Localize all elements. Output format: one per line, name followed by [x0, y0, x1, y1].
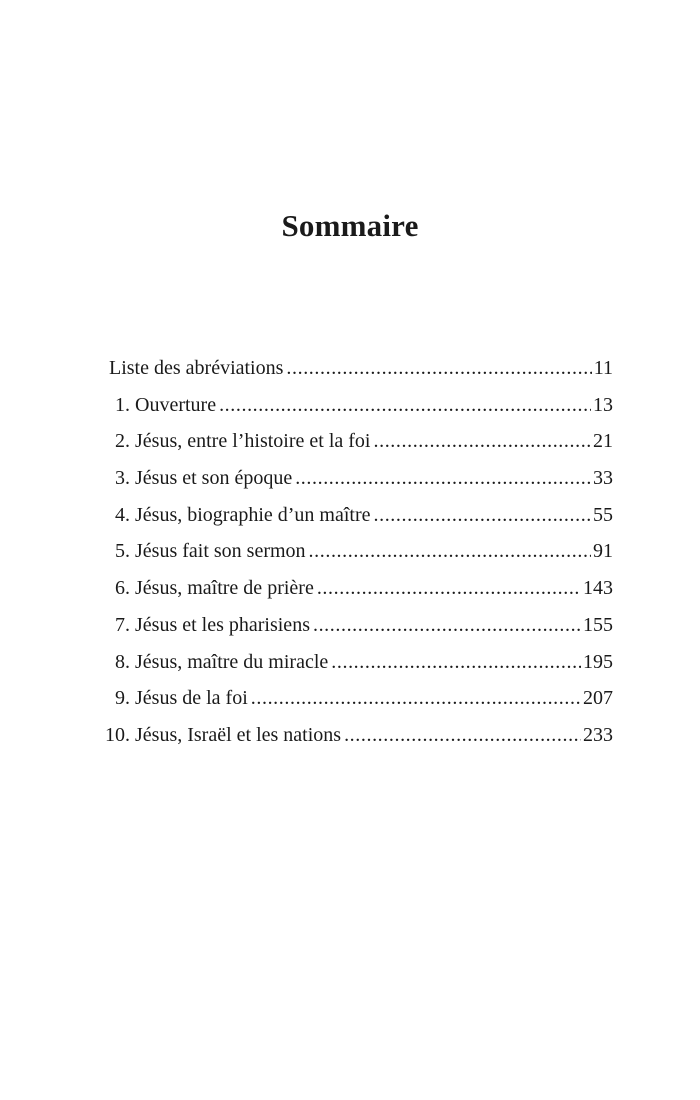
- toc-entry-page: 155: [583, 613, 613, 636]
- toc-entry-title: Jésus, Israël et les nations: [135, 723, 342, 746]
- toc-entry-page: 33: [593, 467, 613, 490]
- toc-entry-title: Ouverture: [135, 393, 217, 416]
- toc-dot-leader: [331, 644, 581, 681]
- toc-entry[interactable]: [100, 350, 613, 387]
- toc-dot-leader: [309, 533, 591, 570]
- toc-entry[interactable]: [100, 533, 613, 570]
- toc-entry[interactable]: [100, 570, 613, 607]
- toc-entry-number: 8.: [115, 650, 130, 673]
- toc-dot-leader: [286, 350, 591, 387]
- toc-dot-leader: [251, 680, 581, 717]
- toc-entry[interactable]: [100, 607, 613, 644]
- toc-entry-page: 233: [583, 723, 613, 746]
- table-of-contents: [100, 350, 613, 754]
- toc-entry[interactable]: [100, 680, 613, 717]
- toc-entry-title: Jésus, entre l’histoire et la foi: [135, 430, 371, 453]
- toc-entry-page: 13: [593, 393, 613, 416]
- toc-entry-title: Jésus et les pharisiens: [135, 613, 310, 636]
- toc-entry[interactable]: [100, 387, 613, 424]
- toc-entry-page: 207: [583, 687, 613, 710]
- toc-entry[interactable]: [100, 497, 613, 534]
- toc-entry-page: 91: [593, 540, 613, 563]
- toc-entry-number: 4.: [115, 503, 130, 526]
- toc-entry-title: Jésus, biographie d’un maître: [135, 503, 371, 526]
- toc-entry-number: 3.: [115, 467, 130, 490]
- toc-entry-number: 7.: [115, 613, 130, 636]
- toc-dot-leader: [295, 460, 591, 497]
- toc-dot-leader: [344, 717, 581, 754]
- toc-entry-number: 5.: [115, 540, 130, 563]
- toc-dot-leader: [374, 423, 592, 460]
- toc-entry-page: 143: [583, 577, 613, 600]
- toc-entry-title: Jésus fait son sermon: [135, 540, 306, 563]
- toc-entry-page: 21: [593, 430, 613, 453]
- toc-dot-leader: [313, 607, 581, 644]
- toc-entry[interactable]: [100, 460, 613, 497]
- toc-entry-number: 6.: [115, 577, 130, 600]
- toc-entry-page: 55: [593, 503, 613, 526]
- toc-entry-title: Jésus, maître du miracle: [135, 650, 329, 673]
- toc-entry-page: 11: [593, 357, 613, 379]
- toc-entry-number: 9.: [115, 687, 130, 710]
- toc-dot-leader: [219, 387, 591, 424]
- page-title: Sommaire: [281, 208, 419, 243]
- toc-dot-leader: [374, 497, 592, 534]
- toc-entry-title: Jésus, maître de prière: [135, 577, 314, 600]
- toc-entry-title: Jésus et son époque: [135, 467, 293, 490]
- toc-entry[interactable]: [100, 717, 613, 754]
- toc-dot-leader: [317, 570, 581, 607]
- toc-entry-number: 1.: [115, 393, 130, 416]
- toc-entry-page: 195: [583, 650, 613, 673]
- toc-entry[interactable]: [100, 423, 613, 460]
- toc-entry-title: Liste des abréviations: [109, 357, 284, 379]
- toc-entry-number: 2.: [115, 430, 130, 453]
- toc-entry-title: Jésus de la foi: [135, 687, 248, 710]
- toc-entry-number: 10.: [105, 723, 130, 746]
- toc-entry[interactable]: [100, 644, 613, 681]
